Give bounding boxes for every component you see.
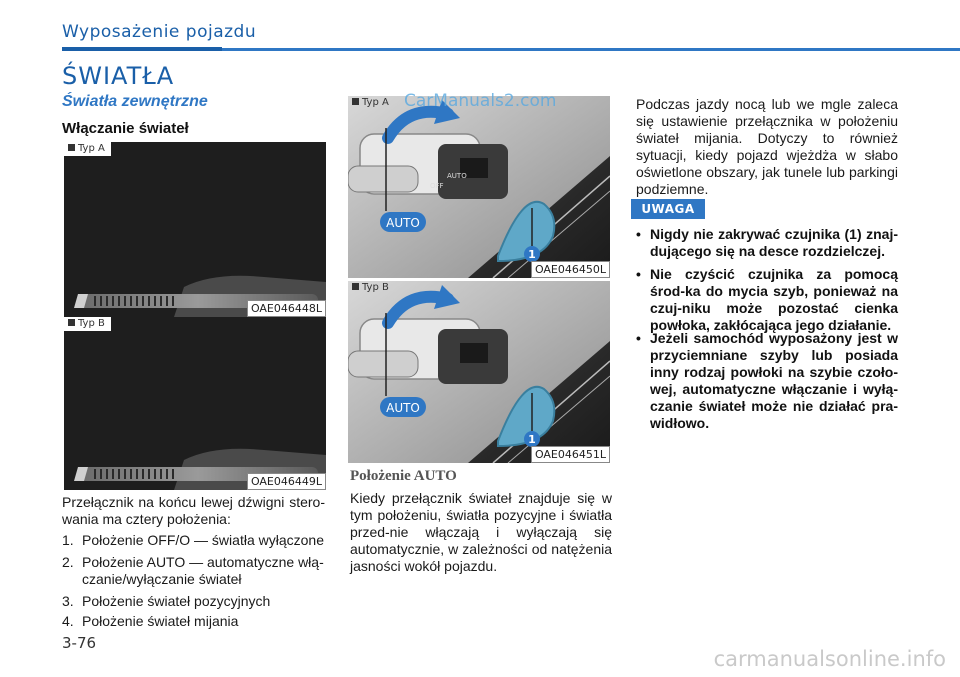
header-rule-accent (62, 47, 222, 51)
figure-type-label: Typ A (362, 97, 389, 108)
switch-illustration-b (348, 281, 610, 463)
square-icon (352, 98, 359, 105)
bullet-text: Nie czyścić czujnika za pomocą środ-ka do mycia szyb, ponieważ na czuj-niku może pozostać cienka powłoka, zakłócająca jego działanie. (650, 266, 898, 333)
notice-bullet (636, 266, 898, 334)
list-number: 2. (62, 554, 74, 570)
switch-label-off: OFF (430, 182, 444, 190)
bullet-dot: • (636, 226, 641, 242)
figure-code: OAE046450L (531, 261, 610, 278)
bullet-dot: • (636, 330, 641, 346)
callout-number: 1 (528, 433, 536, 446)
watermark-top: CarManuals2.com (404, 91, 557, 111)
lever-illustration-b (64, 317, 326, 490)
square-icon (68, 144, 75, 151)
page-number: 3-76 (62, 634, 97, 652)
notice-label: UWAGA (631, 199, 705, 219)
bullet-text: Jeżeli samochód wyposażony jest w przyciemniane szyby lub posiada inny rodzaj powłoki na szybie czoło-wej, automatyczne włączanie i wyłą-czanie świateł może nie działać pra-widłowo. (650, 330, 898, 431)
list-text: Położenie świateł mijania (82, 613, 239, 629)
list-text: Położenie AUTO — automatyczne włą- (82, 554, 324, 570)
square-icon (68, 319, 75, 326)
list-text: Położenie OFF/O — światła wyłączone (82, 532, 324, 548)
section-header: Wyposażenie pojazdu (62, 22, 257, 42)
list-number: 3. (62, 593, 74, 609)
figure-type-label: Typ B (78, 318, 105, 329)
auto-badge: AUTO (386, 401, 420, 415)
figure-type-tag (348, 281, 395, 295)
switch-illustration-a (348, 96, 610, 278)
intro-paragraph: Przełącznik na końcu lewej dźwigni stero-wania ma cztery położenia: (62, 494, 325, 527)
auto-position-paragraph: Kiedy przełącznik świateł znajduje się w tym położeniu, światła pozycyjne i światła przed-nie włączają i wyłączają się automatycznie, w zależności od natężenia jasności wokół pojazdu. (350, 490, 612, 574)
list-item (62, 554, 327, 588)
notice-bullet (636, 330, 898, 432)
callout-number: 1 (528, 248, 536, 261)
figure-mid-type-b (348, 281, 610, 463)
switch-label-auto: AUTO (447, 172, 467, 180)
list-item (62, 613, 327, 630)
figure-left-type-a (64, 142, 326, 317)
figure-mid-type-a (348, 96, 610, 278)
notice-bullet (636, 226, 898, 260)
watermark-bottom: carmanualsonline.info (713, 647, 946, 671)
figure-type-tag (348, 96, 395, 110)
list-text: Położenie świateł pozycyjnych (82, 593, 271, 609)
bullet-text: Nigdy nie zakrywać czujnika (1) znaj-dującego się na desce rozdzielczej. (650, 226, 898, 259)
figure-code: OAE046448L (247, 300, 326, 317)
subheading-title: Włączanie świateł (62, 120, 189, 137)
right-paragraph: Podczas jazdy nocą lub we mgle zaleca się ustawienie przełącznika w położeniu świateł mijania. Dotyczy to również sytuacji, kiedy pojazd wjeżdża w słabo oświetlone obszary, jak tunele lub parkingi podziemne. (636, 96, 898, 197)
figure-type-label: Typ A (78, 143, 105, 154)
list-number: 4. (62, 613, 74, 629)
figure-code: OAE046451L (531, 446, 610, 463)
subsection-title: Światła zewnętrzne (62, 93, 208, 110)
list-text-continued: czanie/wyłączanie świateł (82, 571, 242, 587)
list-number: 1. (62, 532, 74, 548)
lever-illustration-a (64, 142, 326, 317)
figure-left-type-b (64, 317, 326, 490)
list-item (62, 532, 327, 549)
auto-position-heading: Położenie AUTO (350, 468, 457, 484)
figure-type-tag (64, 142, 111, 156)
square-icon (352, 283, 359, 290)
chapter-title: ŚWIATŁA (62, 62, 175, 90)
figure-code: OAE046449L (247, 473, 326, 490)
list-item (62, 593, 327, 610)
bullet-dot: • (636, 266, 641, 282)
auto-badge: AUTO (386, 216, 420, 230)
figure-type-label: Typ B (362, 282, 389, 293)
figure-type-tag (64, 317, 111, 331)
